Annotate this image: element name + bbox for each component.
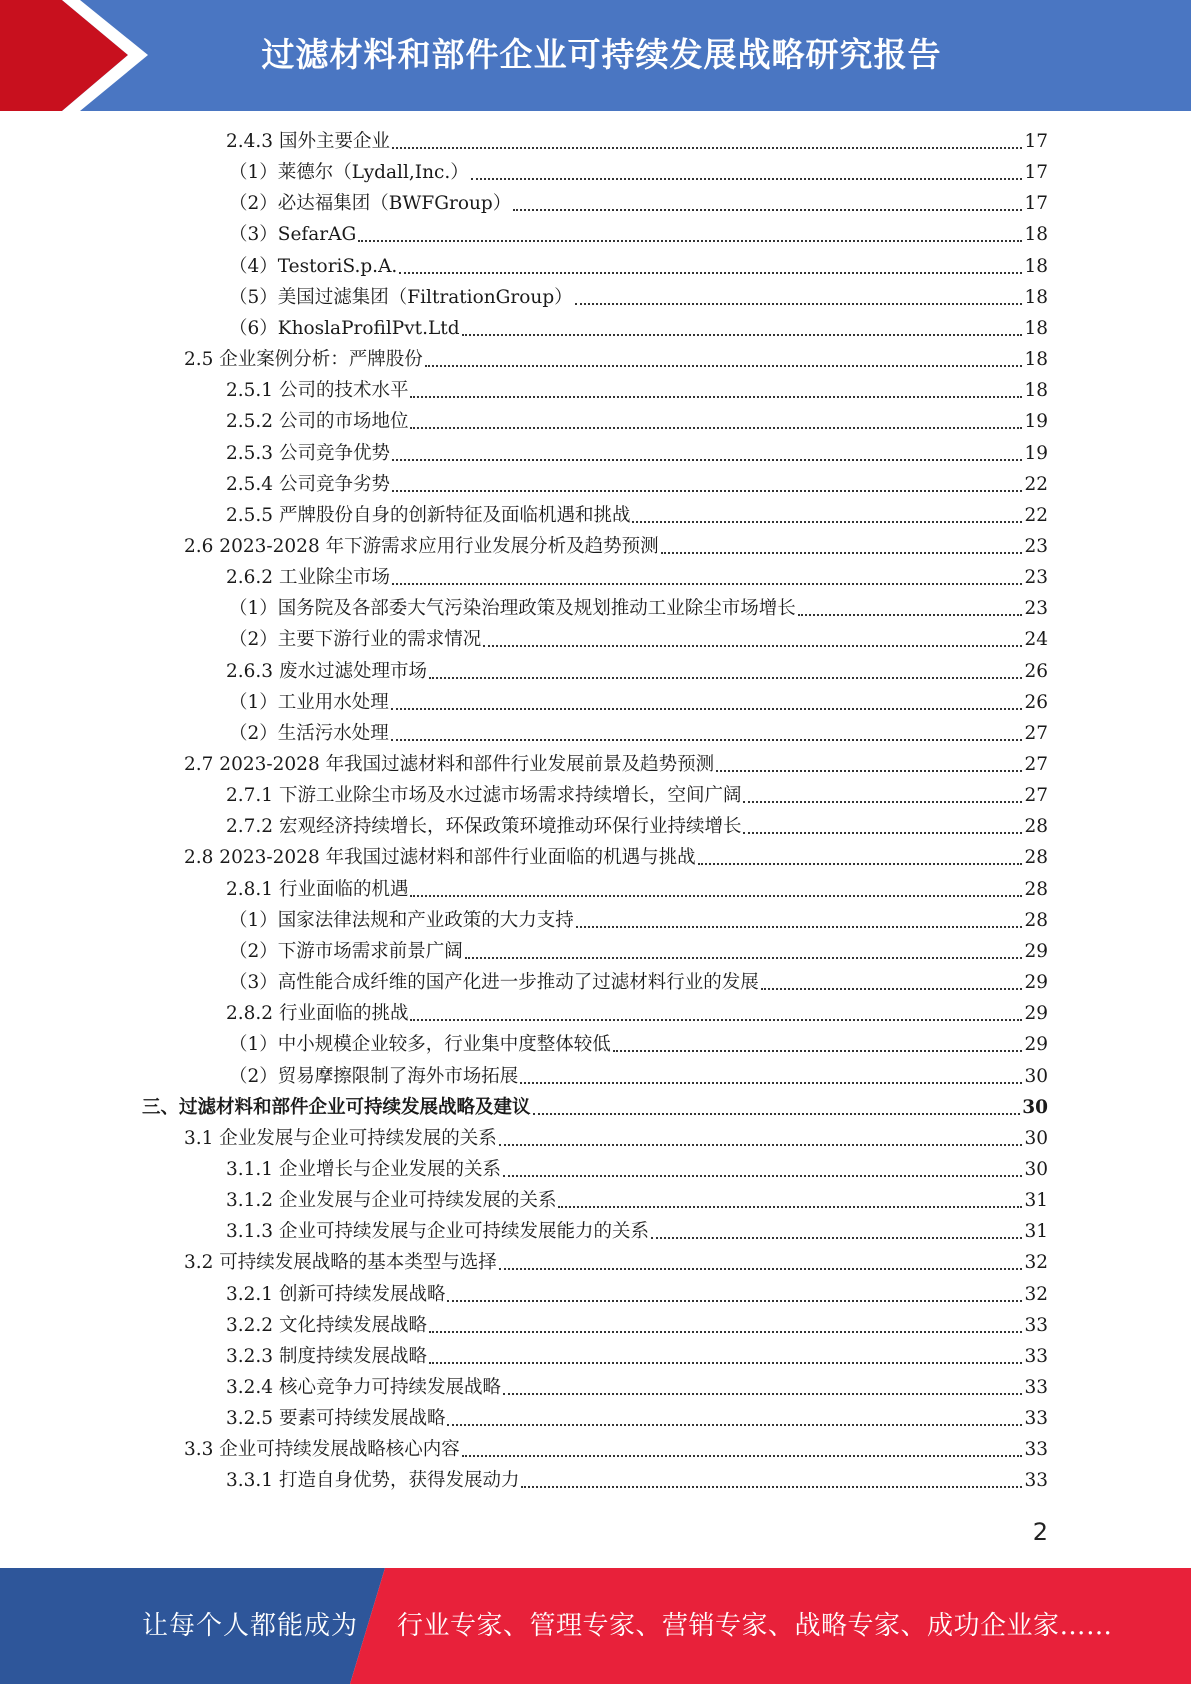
toc-dot-leader [410, 1018, 1022, 1021]
toc-dot-leader [632, 520, 1022, 523]
toc-entry-page: 28 [1024, 816, 1048, 838]
toc-entry-title: 3.3 企业可持续发展战略核心内容 [184, 1439, 460, 1461]
toc-entry-page: 19 [1024, 442, 1048, 464]
toc-dot-leader [499, 1267, 1023, 1270]
toc-entry-title: 2.5.4 公司竞争劣势 [226, 473, 390, 495]
toc-entry-page: 23 [1024, 535, 1048, 557]
toc-dot-leader [576, 925, 1023, 928]
toc-entry[interactable] [0, 689, 1048, 717]
toc-entry-page: 26 [1024, 691, 1048, 713]
toc-entry-page: 22 [1024, 473, 1048, 495]
toc-entry-page: 33 [1024, 1439, 1048, 1461]
toc-entry[interactable] [0, 377, 1048, 405]
toc-entry-title: 3.1 企业发展与企业可持续发展的关系 [184, 1127, 497, 1149]
toc-entry-page: 30 [1024, 1127, 1048, 1149]
page-header [0, 0, 1191, 111]
toc-entry[interactable] [0, 751, 1048, 779]
toc-entry-title: 3.1.3 企业可持续发展与企业可持续发展能力的关系 [226, 1221, 649, 1243]
toc-entry-title: 2.5.3 公司竞争优势 [226, 442, 390, 464]
toc-entry-title: （2）下游市场需求前景广阔 [229, 940, 463, 962]
toc-entry[interactable] [0, 1000, 1048, 1028]
toc-entry-page: 17 [1024, 131, 1048, 152]
toc-entry-title: 3.1.2 企业发展与企业可持续发展的关系 [226, 1190, 557, 1212]
toc-entry[interactable] [0, 1156, 1048, 1184]
page-footer [0, 1568, 1191, 1684]
toc-entry-page: 29 [1024, 1003, 1048, 1025]
toc-entry-title: 3.2.2 文化持续发展战略 [226, 1314, 427, 1336]
toc-entry-page: 32 [1024, 1252, 1048, 1274]
toc-entry-title: 2.7.2 宏观经济持续增长，环保政策环境推动环保行业持续增长 [226, 816, 742, 838]
toc-dot-leader [533, 1112, 1021, 1115]
toc-dot-leader [613, 1049, 1023, 1052]
toc-entry-title: 3.2.3 制度持续发展战略 [226, 1345, 427, 1367]
toc-entry-title: 3.3.1 打造自身优势，获得发展动力 [226, 1470, 520, 1492]
toc-entry[interactable] [0, 253, 1048, 281]
toc-entry[interactable] [0, 844, 1048, 872]
toc-entry[interactable] [0, 782, 1048, 810]
toc-entry[interactable] [0, 1249, 1048, 1277]
toc-entry-page: 27 [1024, 754, 1048, 775]
footer-slogan-left: 让每个人都能成为 [142, 1611, 359, 1641]
toc-entry-page: 28 [1024, 909, 1048, 931]
toc-entry[interactable] [0, 626, 1048, 654]
toc-entry-page: 18 [1024, 286, 1048, 308]
toc-entry-page: 22 [1024, 504, 1048, 526]
toc-entry[interactable] [0, 595, 1048, 623]
toc-dot-leader [447, 1423, 1022, 1426]
toc-dot-leader [521, 1485, 1022, 1488]
toc-dot-leader [392, 146, 1022, 149]
toc-entry[interactable] [0, 533, 1048, 561]
toc-dot-leader [483, 644, 1022, 647]
toc-entry-title: 3.1.1 企业增长与企业发展的关系 [226, 1158, 501, 1180]
toc-entry-title: 2.7 2023-2028 年我国过滤材料和部件行业发展前景及趋势预测 [184, 754, 715, 775]
toc-entry-title: （3）SefarAG [229, 224, 357, 246]
toc-entry[interactable] [0, 440, 1048, 468]
toc-dot-leader [392, 458, 1022, 461]
toc-entry[interactable] [0, 502, 1048, 530]
toc-entry-page: 23 [1024, 567, 1048, 589]
toc-entry[interactable] [0, 159, 1048, 187]
toc-entry-page: 32 [1024, 1283, 1048, 1305]
toc-dot-leader [716, 769, 1022, 772]
toc-entry[interactable] [0, 938, 1048, 966]
toc-dot-leader [425, 364, 1023, 367]
toc-entry-title: 3.2.4 核心竞争力可持续发展战略 [226, 1377, 501, 1398]
toc-entry-page: 31 [1024, 1190, 1048, 1212]
toc-entry[interactable] [0, 720, 1048, 748]
toc-dot-leader [410, 894, 1022, 897]
toc-dot-leader [761, 987, 1023, 990]
toc-entry-title: （1）工业用水处理 [229, 691, 389, 713]
toc-dot-leader [447, 1299, 1022, 1302]
toc-dot-leader [575, 302, 1023, 305]
toc-dot-leader [503, 1174, 1022, 1177]
toc-entry[interactable] [0, 1281, 1048, 1309]
toc-entry-title: （1）莱德尔（Lydall,Inc.） [229, 162, 469, 184]
toc-entry-title: 2.4.3 国外主要企业 [226, 131, 390, 152]
toc-entry-title: （2）贸易摩擦限制了海外市场拓展 [229, 1065, 519, 1087]
toc-entry-page: 31 [1024, 1221, 1048, 1243]
toc-entry-page: 30 [1024, 1065, 1048, 1087]
toc-dot-leader [399, 271, 1022, 274]
toc-entry-page: 17 [1024, 162, 1048, 184]
toc-dot-leader [499, 1143, 1023, 1146]
toc-entry-page: 30 [1022, 1096, 1048, 1118]
toc-entry-title: （2）生活污水处理 [229, 722, 389, 744]
toc-dot-leader [410, 426, 1022, 429]
page-number: 2 [1032, 1518, 1048, 1546]
toc-entry[interactable] [0, 1094, 1048, 1122]
toc-entry-title: 三、过滤材料和部件企业可持续发展战略及建议 [142, 1096, 531, 1118]
toc-dot-leader [429, 1361, 1022, 1364]
toc-entry-page: 29 [1024, 972, 1048, 994]
toc-entry-page: 18 [1024, 349, 1048, 371]
toc-dot-leader [471, 177, 1023, 180]
toc-entry-page: 23 [1024, 598, 1048, 620]
toc-entry[interactable] [0, 471, 1048, 499]
toc-entry-page: 27 [1024, 722, 1048, 744]
toc-entry-title: （2）主要下游行业的需求情况 [229, 629, 482, 651]
toc-dot-leader [798, 613, 1023, 616]
toc-entry-title: （2）必达福集团（BWFGroup） [229, 193, 512, 215]
toc-entry-title: 2.8 2023-2028 年我国过滤材料和部件行业面临的机遇与挑战 [184, 847, 696, 869]
toc-dot-leader [391, 707, 1023, 710]
toc-entry[interactable] [0, 1031, 1048, 1059]
toc-entry[interactable] [0, 564, 1048, 592]
toc-entry[interactable] [0, 346, 1048, 374]
toc-dot-leader [429, 1330, 1022, 1333]
toc-entry-page: 26 [1024, 660, 1048, 682]
toc-entry-page: 33 [1024, 1377, 1048, 1398]
toc-dot-leader [743, 800, 1022, 803]
toc-dot-leader [520, 1081, 1022, 1084]
toc-entry-title: （5）美国过滤集团（FiltrationGroup） [229, 286, 573, 308]
toc-entry-title: 2.5.2 公司的市场地位 [226, 411, 409, 433]
toc-entry[interactable] [0, 1467, 1048, 1495]
toc-entry[interactable] [0, 969, 1048, 997]
toc-entry-title: 2.6.2 工业除尘市场 [226, 567, 390, 589]
toc-entry-page: 33 [1024, 1470, 1048, 1492]
toc-entry-title: 3.2.1 创新可持续发展战略 [226, 1283, 446, 1305]
toc-entry-page: 17 [1024, 193, 1048, 215]
toc-entry[interactable] [0, 1312, 1048, 1340]
toc-entry[interactable] [0, 658, 1048, 686]
toc-entry-title: 3.2 可持续发展战略的基本类型与选择 [184, 1252, 497, 1274]
toc-entry[interactable] [0, 1405, 1048, 1433]
toc-dot-leader [392, 489, 1022, 492]
toc-entry-title: 2.8.2 行业面临的挑战 [226, 1003, 409, 1025]
toc-entry[interactable] [0, 907, 1048, 935]
toc-entry-page: 18 [1024, 255, 1048, 277]
toc-entry-page: 29 [1024, 940, 1048, 962]
toc-entry-page: 24 [1024, 629, 1048, 651]
toc-entry-page: 29 [1024, 1034, 1048, 1056]
toc-entry-title: 3.2.5 要素可持续发展战略 [226, 1408, 446, 1430]
toc-entry-title: 2.8.1 行业面临的机遇 [226, 878, 409, 900]
toc-dot-leader [429, 676, 1022, 679]
toc-entry-title: 2.7.1 下游工业除尘市场及水过滤市场需求持续增长，空间广阔 [226, 785, 742, 807]
toc-dot-leader [513, 208, 1022, 211]
toc-dot-leader [462, 333, 1023, 336]
toc-entry-title: 2.6.3 废水过滤处理市场 [226, 660, 427, 682]
toc-entry[interactable] [0, 221, 1048, 249]
toc-entry-page: 18 [1024, 317, 1048, 339]
toc-entry-page: 28 [1024, 847, 1048, 869]
toc-entry[interactable] [0, 1218, 1048, 1246]
footer-slogan-right: 行业专家、管理专家、营销专家、战略专家、成功企业家…… [397, 1611, 1113, 1641]
report-title: 过滤材料和部件企业可持续发展战略研究报告 [261, 35, 942, 74]
toc-dot-leader [743, 831, 1022, 834]
toc-entry-title: （3）高性能合成纤维的国产化进一步推动了过滤材料行业的发展 [229, 972, 759, 994]
toc-dot-leader [391, 738, 1023, 741]
toc-entry[interactable] [0, 190, 1048, 218]
toc-entry-title: （1）国家法律法规和产业政策的大力支持 [229, 909, 574, 931]
toc-entry-title: 2.5.5 严牌股份自身的创新特征及面临机遇和挑战 [226, 504, 631, 526]
toc-dot-leader [661, 551, 1023, 554]
toc-entry-page: 28 [1024, 878, 1048, 900]
toc-entry[interactable] [0, 1374, 1048, 1402]
toc-entry-title: 2.5 企业案例分析：严牌股份 [184, 349, 423, 371]
toc-entry-title: 2.5.1 公司的技术水平 [226, 380, 409, 402]
toc-entry-page: 18 [1024, 380, 1048, 402]
toc-dot-leader [465, 956, 1023, 959]
toc-entry-page: 19 [1024, 411, 1048, 433]
toc-dot-leader [462, 1454, 1023, 1457]
toc-entry-page: 27 [1024, 785, 1048, 807]
toc-dot-leader [410, 395, 1022, 398]
toc-dot-leader [358, 239, 1022, 242]
toc-entry-page: 33 [1024, 1345, 1048, 1367]
toc-dot-leader [651, 1236, 1022, 1239]
toc-entry[interactable] [0, 408, 1048, 436]
toc-entry-page: 33 [1024, 1408, 1048, 1430]
toc-entry[interactable] [0, 1187, 1048, 1215]
toc-entry[interactable] [0, 315, 1048, 343]
toc-entry[interactable] [0, 128, 1048, 156]
toc-entry-page: 18 [1024, 224, 1048, 246]
toc-entry[interactable] [0, 1436, 1048, 1464]
toc-entry[interactable] [0, 284, 1048, 312]
toc-entry-page: 30 [1024, 1158, 1048, 1180]
toc-entry-title: （6）KhoslaProfilPvt.Ltd [229, 317, 460, 339]
toc-entry-page: 33 [1024, 1314, 1048, 1336]
toc-entry[interactable] [0, 1125, 1048, 1153]
toc-entry[interactable] [0, 876, 1048, 904]
toc-entry-title: （4）TestoriS.p.A. [229, 255, 398, 277]
toc-entry-title: （1）中小规模企业较多，行业集中度整体较低 [229, 1034, 611, 1056]
toc-entry-title: 2.6 2023-2028 年下游需求应用行业发展分析及趋势预测 [184, 535, 659, 557]
toc-entry[interactable] [0, 1343, 1048, 1371]
toc-dot-leader [558, 1205, 1022, 1208]
toc-entry[interactable] [0, 1063, 1048, 1091]
toc-dot-leader [392, 582, 1022, 585]
toc-dot-leader [503, 1392, 1022, 1395]
toc-entry-title: （1）国务院及各部委大气污染治理政策及规划推动工业除尘市场增长 [229, 598, 796, 620]
toc-dot-leader [698, 862, 1023, 865]
toc-entry[interactable] [0, 813, 1048, 841]
